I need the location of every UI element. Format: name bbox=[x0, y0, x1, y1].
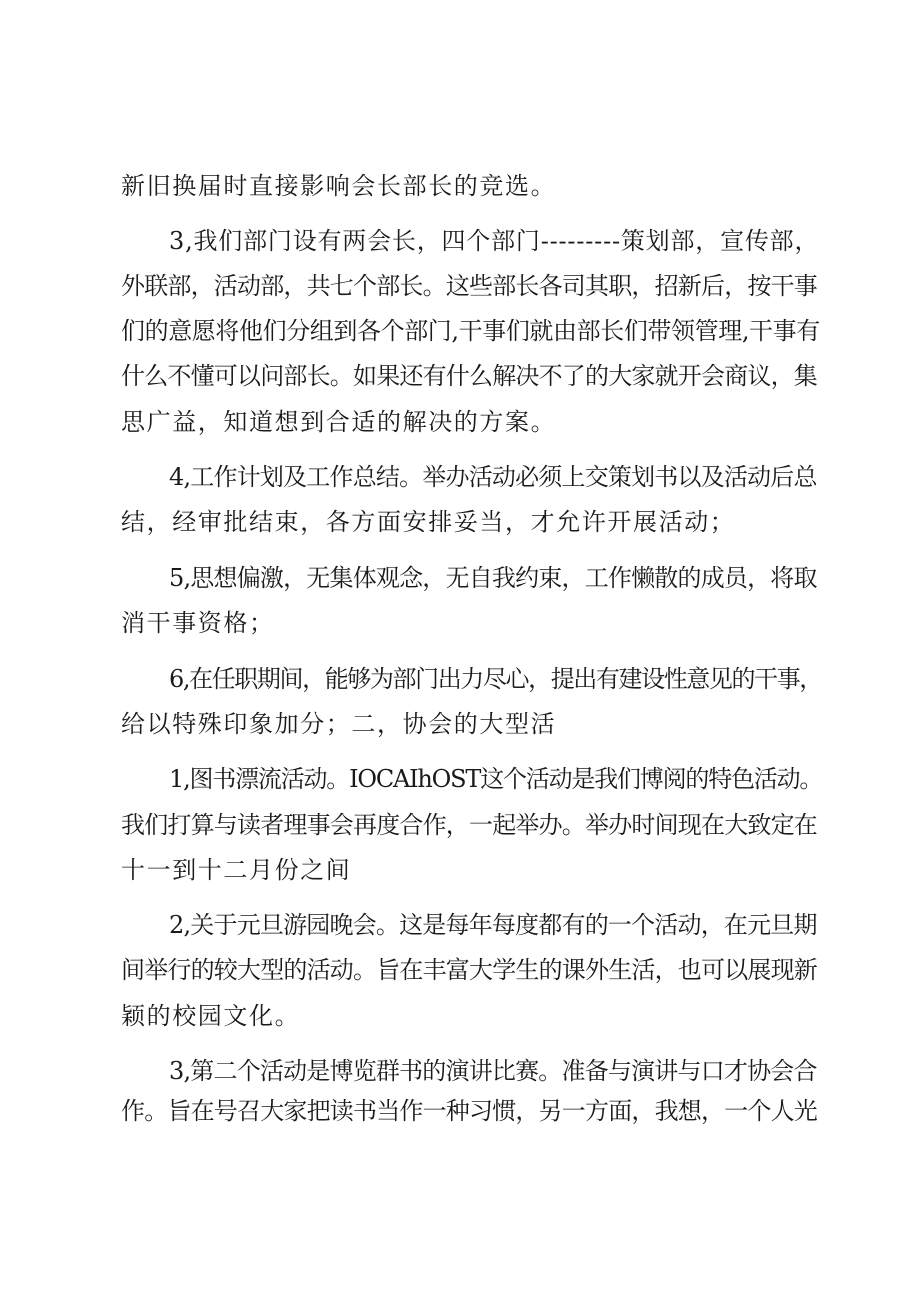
text-line: 颖的校园文化。 bbox=[121, 1002, 301, 1030]
text-line: 给以特殊印象加分；二，协会的大型活 bbox=[121, 710, 557, 738]
text-line: 结，经审批结束，各方面安排妥当，才允许开展活动； bbox=[121, 508, 736, 536]
text-line: 什么不懂可以问部长。如果还有什么解决不了的大家就开会商议，集 bbox=[121, 362, 817, 390]
text-line-continuation: 新旧换届时直接影响会长部长的竞选。 bbox=[121, 172, 557, 200]
text-line-activity-1-start: 1,图书漂流活动。IOCAIhOST这个活动是我们博阅的特色活动。 bbox=[169, 765, 823, 793]
text-line: 思广益，知道想到合适的解决的方案。 bbox=[121, 408, 557, 436]
text-line-item-5-start: 5,思想偏激，无集体观念，无自我约束，工作懒散的成员，将取 bbox=[169, 564, 817, 592]
text-line: 作。旨在号召大家把读书当作一种习惯，另一方面，我想，一个人光 bbox=[121, 1097, 817, 1125]
text-line: 间举行的较大型的活动。旨在丰富大学生的课外生活，也可以展现新 bbox=[121, 956, 817, 984]
text-line-activity-3-start: 3,第二个活动是博览群书的演讲比赛。准备与演讲与口才协会合 bbox=[169, 1057, 817, 1085]
text-line: 外联部，活动部，共七个部长。这些部长各司其职，招新后，按干事 bbox=[121, 272, 817, 300]
text-line: 消干事资格； bbox=[121, 609, 275, 637]
text-line-activity-2-start: 2,关于元旦游园晚会。这是每年每度都有的一个活动，在元旦期 bbox=[169, 911, 817, 939]
text-line: 十一到十二月份之间 bbox=[121, 856, 352, 884]
text-line-item-6-start: 6,在任职期间，能够为部门出力尽心，提出有建设性意见的干事， bbox=[169, 665, 822, 693]
text-line: 我们打算与读者理事会再度合作，一起举办。举办时间现在大致定在 bbox=[121, 811, 817, 839]
text-line: 们的意愿将他们分组到各个部门,干事们就由部长们带领管理,干事有 bbox=[121, 317, 820, 345]
text-line-item-3-start: 3,我们部门设有两会长，四个部门---------策划部，宣传部， bbox=[169, 227, 820, 255]
text-line-item-4-start: 4,工作计划及工作总结。举办活动必须上交策划书以及活动后总 bbox=[169, 463, 817, 491]
